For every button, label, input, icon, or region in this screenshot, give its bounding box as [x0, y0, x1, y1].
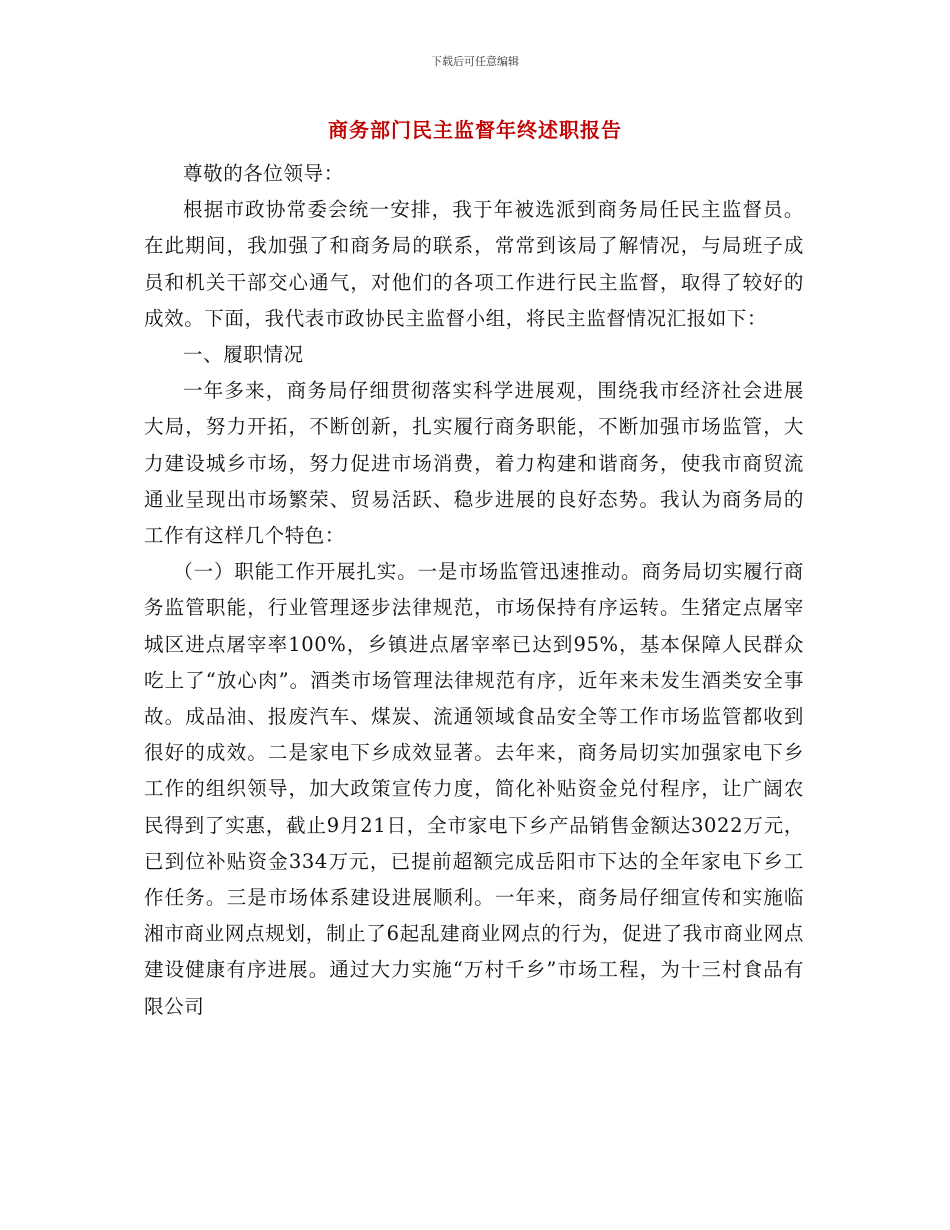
detail-paragraph: （一）职能工作开展扎实。一是市场监管迅速推动。商务局切实履行商务监管职能，行业管理逐步法律规范，市场保持有序运转。生猪定点屠宰城区进点屠宰率100%，乡镇进点屠宰率已达到95%，基本保障人民群众吃上了“放心肉”。酒类市场管理法律规范有序，近年来未发生酒类安全事故。成品油、报废汽车、煤炭、流通领域食品安全等工作市场监管都收到很好的成效。二是家电下乡成效显著。去年来，商务局切实加强家电下乡工作的组织领导，加大政策宣传力度，简化补贴资金兑付程序，让广阔农民得到了实惠，截止9月21日，全市家电下乡产品销售金额达3022万元，已到位补贴资金334万元，已提前超额完成岳阳市下达的全年家电下乡工作任务。三是市场体系建设进展顺利。一年来，商务局仔细宣传和实施临湘市商业网点规划，制止了6起乱建商业网点的行为，促进了我市商业网点建设健康有序进展。通过大力实施“万村千乡”市场工程，为十三村食品有限公司	[144, 560, 804, 1018]
overview-paragraph: 一年多来，商务局仔细贯彻落实科学进展观，围绕我市经济社会进展大局，努力开拓，不断创新，扎实履行商务职能，不断加强市场监管，大力建设城乡市场，努力促进市场消费，着力构建和谐商务，使我市商贸流通业呈现出市场繁荣、贸易活跃、稳步进展的良好态势。我认为商务局的工作有这样几个特色：	[144, 379, 804, 548]
intro-paragraph: 根据市政协常委会统一安排，我于年被选派到商务局任民主监督员。在此期间，我加强了和商务局的联系，常常到该局了解情况，与局班子成员和机关干部交心通气，对他们的各项工作进行民主监督，取得了较好的成效。下面，我代表市政协民主监督小组，将民主监督情况汇报如下：	[144, 198, 804, 330]
section-heading: 一、履职情况	[183, 343, 304, 367]
salutation-paragraph: 尊敬的各位领导：	[183, 162, 344, 185]
document-body	[144, 156, 804, 1025]
page-header: 下载后可任意编辑	[431, 55, 519, 68]
document-title: 商务部门民主监督年终述职报告	[328, 118, 622, 142]
